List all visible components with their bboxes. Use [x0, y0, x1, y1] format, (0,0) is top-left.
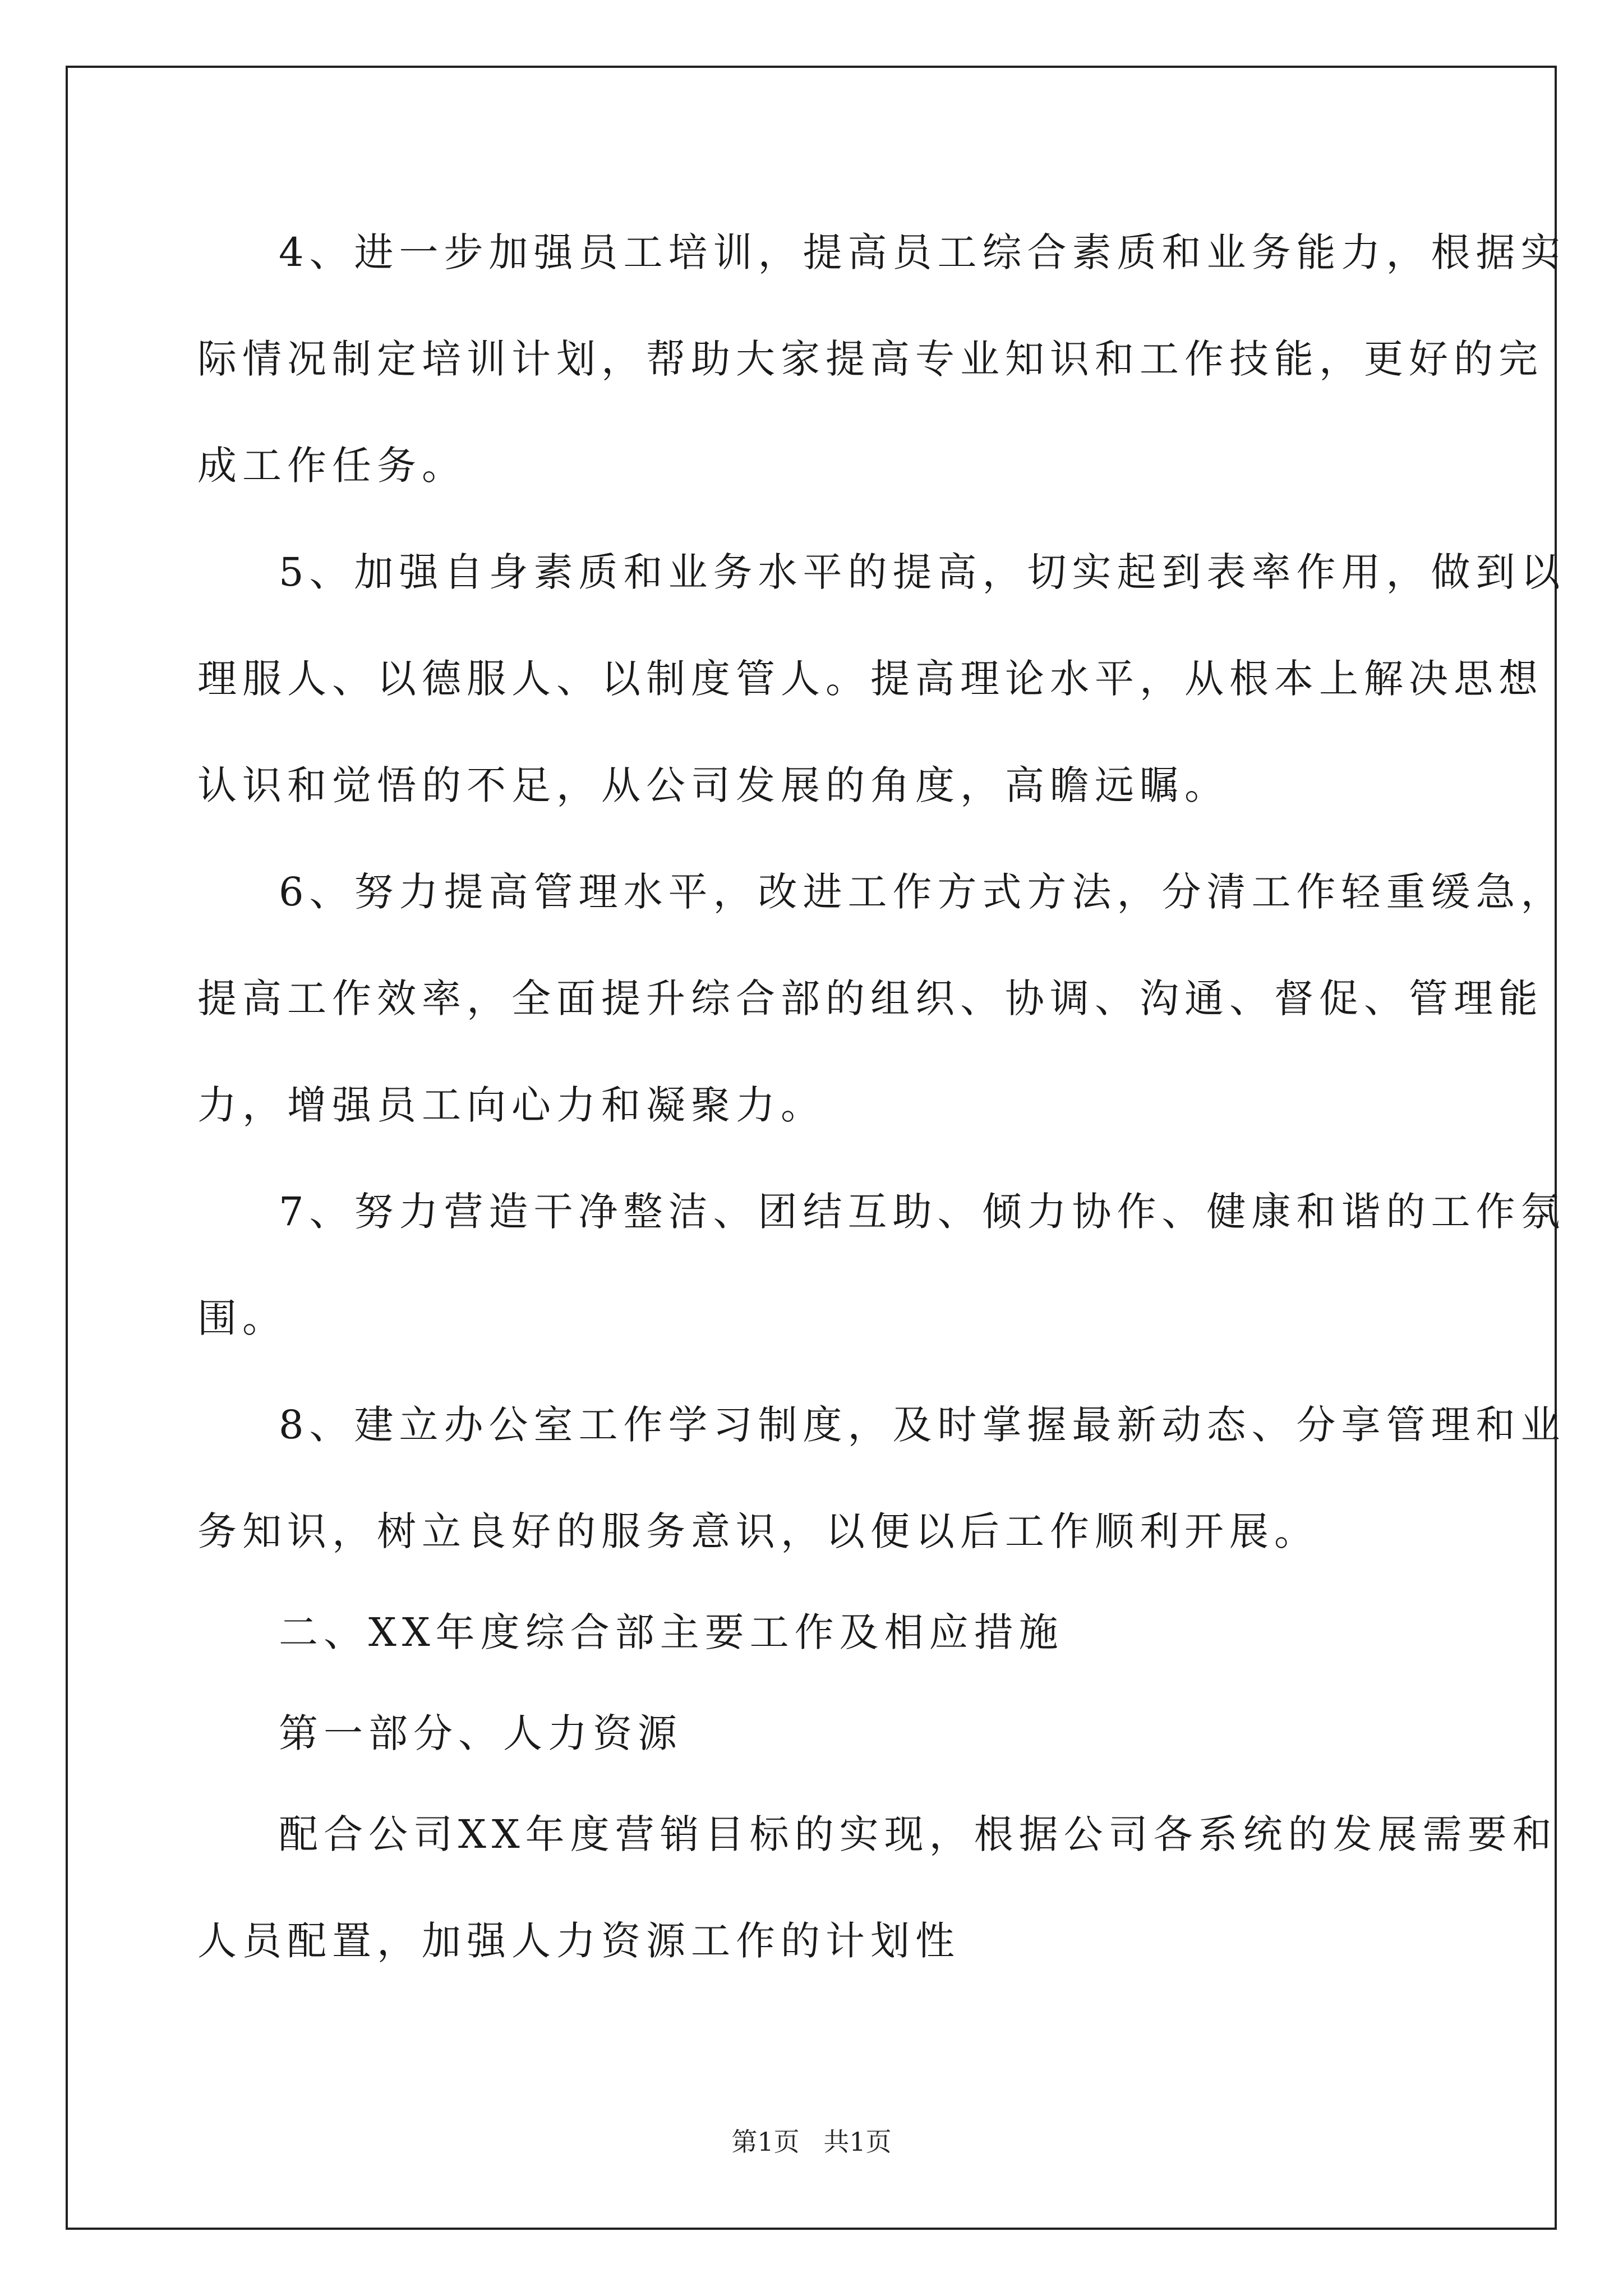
paragraph-6-line-3: 力，增强员工向心力和凝聚力。 — [197, 1082, 826, 1128]
page-total: 共1页 — [823, 2127, 892, 2157]
paragraph-9-line-1: 配合公司XX年度营销目标的实现，根据公司各系统的发展需要和 — [279, 1811, 1557, 1857]
paragraph-6-line-1: 6、努力提高管理水平，改进工作方式方法，分清工作轻重缓急， — [279, 869, 1566, 915]
paragraph-5-line-2: 理服人、以德服人、以制度管人。提高理论水平，从根本上解决思想 — [197, 656, 1543, 702]
paragraph-4-line-1: 4、进一步加强员工培训，提高员工综合素质和业务能力，根据实 — [279, 229, 1566, 275]
paragraph-9-line-2: 人员配置，加强人力资源工作的计划性 — [197, 1918, 960, 1964]
page-border — [66, 66, 1557, 2230]
paragraph-8-line-2: 务知识，树立良好的服务意识，以便以后工作顺利开展。 — [197, 1508, 1319, 1554]
paragraph-6-line-2: 提高工作效率，全面提升综合部的组织、协调、沟通、督促、管理能 — [197, 976, 1543, 1022]
paragraph-4-line-2: 际情况制定培训计划，帮助大家提高专业知识和工作技能，更好的完 — [197, 336, 1543, 382]
page-footer — [0, 2125, 1623, 2159]
paragraph-8-line-1: 8、建立办公室工作学习制度，及时掌握最新动态、分享管理和业 — [279, 1402, 1566, 1448]
paragraph-7-line-2: 围。 — [197, 1295, 287, 1341]
paragraph-5-line-3: 认识和觉悟的不足，从公司发展的角度，高瞻远瞩。 — [197, 762, 1229, 808]
section-heading: 二、XX年度综合部主要工作及相应措施 — [279, 1609, 1064, 1655]
page-number: 第1页 — [731, 2127, 800, 2157]
paragraph-7-line-1: 7、努力营造干净整洁、团结互助、倾力协作、健康和谐的工作氛 — [279, 1189, 1566, 1235]
paragraph-4-line-3: 成工作任务。 — [197, 443, 467, 489]
subsection-heading: 第一部分、人力资源 — [279, 1710, 683, 1756]
paragraph-5-line-1: 5、加强自身素质和业务水平的提高，切实起到表率作用，做到以 — [279, 549, 1566, 595]
